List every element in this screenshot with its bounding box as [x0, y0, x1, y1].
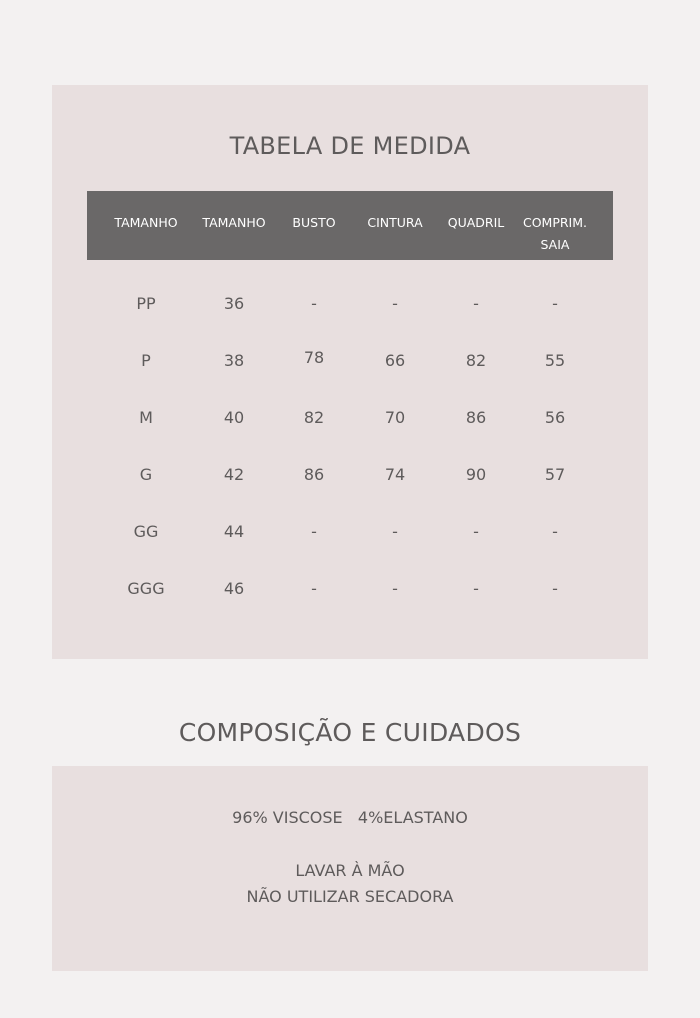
dryer-instruction: NÃO UTILIZAR SECADORA [246, 887, 454, 906]
composition-text: 96% VISCOSE 4%ELASTANO [232, 808, 468, 827]
table-cell: 38 [223, 351, 245, 370]
size-table-title: TABELA DE MEDIDA [229, 132, 471, 160]
table-cell: 82 [465, 351, 487, 370]
table-cell: - [552, 522, 558, 541]
column-header-3: BUSTO [292, 215, 336, 230]
table-cell: 40 [223, 408, 245, 427]
table-cell: 74 [384, 465, 406, 484]
table-cell: - [473, 579, 479, 598]
table-cell: 86 [465, 408, 487, 427]
column-header-1: TAMANHO [114, 215, 178, 230]
table-cell: GG [133, 522, 159, 541]
table-cell: GGG [127, 579, 165, 598]
table-cell: M [139, 408, 153, 427]
table-cell: 36 [223, 294, 245, 313]
table-cell: 42 [223, 465, 245, 484]
table-cell: - [311, 522, 317, 541]
table-cell: 44 [223, 522, 245, 541]
table-cell: - [392, 294, 398, 313]
table-cell: G [139, 465, 153, 484]
table-cell: 56 [544, 408, 566, 427]
table-cell: 82 [303, 408, 325, 427]
table-cell: - [311, 294, 317, 313]
table-cell: PP [136, 294, 156, 313]
table-cell: P [141, 351, 151, 370]
care-section-title: COMPOSIÇÃO E CUIDADOS [178, 718, 522, 747]
size-table-panel [52, 85, 648, 659]
table-cell: - [552, 294, 558, 313]
wash-instruction: LAVAR À MÃO [295, 861, 405, 880]
table-cell: - [392, 579, 398, 598]
table-cell: - [552, 579, 558, 598]
table-cell: 55 [544, 351, 566, 370]
column-header-6: COMPRIM. SAIA [522, 215, 588, 252]
table-cell: 46 [223, 579, 245, 598]
table-cell: 90 [465, 465, 487, 484]
column-header-4: CINTURA [367, 215, 423, 230]
table-cell: - [473, 294, 479, 313]
table-cell: 66 [384, 351, 406, 370]
table-cell: 78 [303, 348, 325, 367]
table-cell: 70 [384, 408, 406, 427]
table-cell: - [473, 522, 479, 541]
table-cell: - [311, 579, 317, 598]
column-header-5: QUADRIL [447, 215, 505, 230]
column-header-2: TAMANHO [202, 215, 266, 230]
table-cell: 57 [544, 465, 566, 484]
table-cell: 86 [303, 465, 325, 484]
table-cell: - [392, 522, 398, 541]
